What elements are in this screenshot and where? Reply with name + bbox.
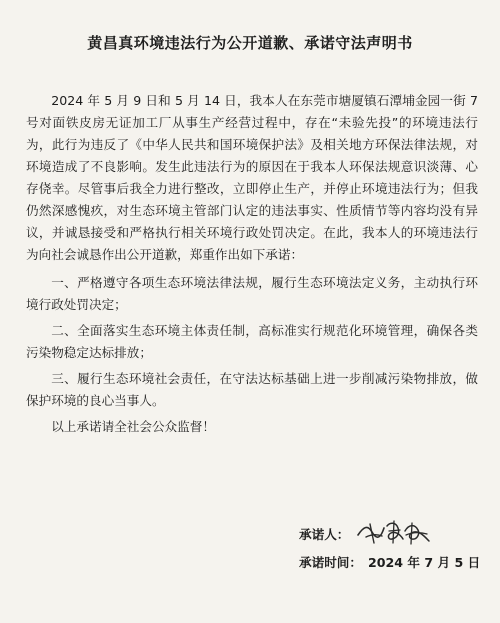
paragraph-statement: 2024 年 5 月 9 日和 5 月 14 日，我本人在东莞市塘厦镇石潭埔金园一街 7 号对面铁皮房无证加工厂从事生产经营过程中，存在“未验先投”的环境违法行为，此行为违反了《中华人民共和国环境保护法》及相关地方环保法律法规，对环境造成了不良影响。发生此违法行为的原因在于我本人环保法规意识淡薄、心存侥幸。尽管事后我全力进行整改，立即停止生产，并停止环境违法行为；但我仍然深感愧疚，对生态环境主管部门认定的违法事实、性质情节等内容均没有异议，并诚恳接受和严格执行相关环境行政处罚决定。在此，我本人的环境违法行为向社会诚恳作出公开道歉，郑重作出如下承诺：	[26, 93, 478, 262]
paragraph-commitment-3: 三、履行生态环境社会责任，在守法达标基础上进一步削减污染物排放，做保护环境的良心当事人。	[26, 371, 478, 408]
paragraph-supervision: 以上承诺请全社会公众监督！	[51, 419, 215, 434]
date-label: 承诺时间：	[299, 555, 362, 570]
date-value: 2024 年 7 月 5 日	[367, 555, 481, 570]
paragraph-commitment-1: 一、严格遵守各项生态环境法律法规，履行生态环境法定义务，主动执行环境行政处罚决定；	[26, 275, 478, 312]
signer-row	[299, 521, 489, 549]
handwritten-signature	[354, 514, 434, 549]
signature-block	[299, 521, 489, 577]
paragraph-commitment-2: 二、全面落实生态环境主体责任制，高标准实行规范化环境管理，确保各类污染物稳定达标排放；	[26, 323, 478, 360]
signer-label: 承诺人：	[299, 527, 350, 542]
document-body	[26, 90, 478, 444]
document-title: 黄昌真环境违法行为公开道歉、承诺守法声明书	[87, 34, 413, 52]
date-row	[299, 549, 489, 577]
